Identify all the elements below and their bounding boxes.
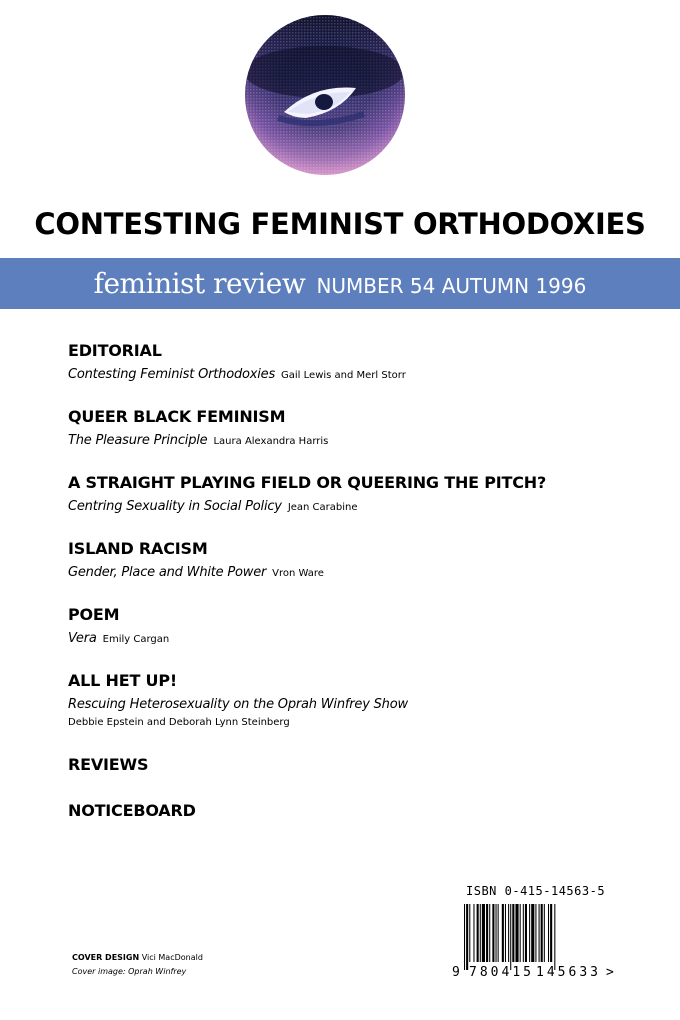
article-line <box>68 695 408 729</box>
designer-name: Vici MacDonald <box>141 953 203 962</box>
barcode-bar <box>539 904 540 962</box>
journal-name: feminist review <box>93 267 306 300</box>
section-heading: A STRAIGHT PLAYING FIELD OR QUEERING THE PITCH? <box>68 473 547 492</box>
article-title: The Pleasure Principle <box>68 433 208 448</box>
image-credit: Cover image: Oprah Winfrey <box>72 967 187 976</box>
section-heading: ISLAND RACISM <box>68 539 208 558</box>
barcode-bar <box>529 904 530 962</box>
toc-section <box>68 672 408 729</box>
toc-section <box>68 756 148 774</box>
article-line <box>68 365 406 384</box>
article-line <box>68 629 169 648</box>
barcode-bar <box>496 904 497 962</box>
barcode-bar <box>541 904 543 962</box>
barcode-bar <box>480 904 481 962</box>
isbn-number: ISBN 0-415-14563-5 <box>466 884 606 898</box>
barcode-bar <box>525 904 527 962</box>
barcode-bar <box>523 904 524 962</box>
article-title: Centring Sexuality in Social Policy <box>68 499 282 514</box>
toc-section <box>68 540 324 582</box>
cover-credits <box>72 951 203 979</box>
barcode-group-2: 145633 <box>536 965 598 980</box>
toc-section <box>68 408 328 450</box>
article-line <box>68 563 324 582</box>
barcode-bar <box>466 904 468 970</box>
barcode <box>452 900 620 980</box>
barcode-bar <box>464 904 465 970</box>
article-title: Rescuing Heterosexuality on the Oprah Winfrey Show <box>68 697 408 712</box>
barcode-bar <box>486 904 488 962</box>
barcode-bar <box>520 904 521 962</box>
barcode-bar <box>473 904 474 962</box>
cover-title: CONTESTING FEMINIST ORTHODOXIES <box>34 207 646 241</box>
barcode-bar <box>505 904 506 962</box>
barcode-bar <box>502 904 504 962</box>
article-author: Debbie Epstein and Deborah Lynn Steinberg <box>68 717 290 728</box>
barcode-bar <box>531 904 534 962</box>
section-heading: REVIEWS <box>68 755 149 774</box>
article-author: Laura Alexandra Harris <box>213 436 329 447</box>
cover-eye-emblem <box>244 14 406 176</box>
barcode-bar <box>477 904 479 962</box>
barcode-bar <box>515 904 518 962</box>
barcode-bar <box>554 904 555 970</box>
section-heading: ALL HET UP! <box>68 671 177 690</box>
barcode-bar <box>544 904 545 962</box>
article-author: Gail Lewis and Merl Storr <box>281 370 406 381</box>
barcode-bar <box>469 904 470 962</box>
article-author: Emily Cargan <box>102 634 170 645</box>
article-author: Jean Carabine <box>287 502 358 513</box>
section-heading: POEM <box>68 605 120 624</box>
article-line <box>68 431 328 450</box>
barcode-bar <box>489 904 490 962</box>
toc-section <box>68 802 196 820</box>
article-author: Vron Ware <box>272 568 324 579</box>
issue-info: NUMBER 54 AUTUMN 1996 <box>316 274 587 298</box>
toc-section <box>68 342 406 384</box>
article-title: Contesting Feminist Orthodoxies <box>68 367 276 382</box>
article-line <box>68 497 546 516</box>
barcode-bar <box>508 904 509 962</box>
section-heading: EDITORIAL <box>68 341 162 360</box>
barcode-group-1: 780415 <box>469 965 531 980</box>
barcode-bar <box>498 904 499 962</box>
article-title: Vera <box>68 631 97 646</box>
design-credit <box>72 951 203 965</box>
section-heading: NOTICEBOARD <box>68 801 196 820</box>
toc-section <box>68 606 169 648</box>
barcode-bar <box>482 904 485 962</box>
barcode-lead-digit: 9 <box>452 965 460 980</box>
design-label: COVER DESIGN <box>72 953 140 962</box>
barcode-bar <box>512 904 514 962</box>
section-heading: QUEER BLACK FEMINISM <box>68 407 286 426</box>
journal-band <box>0 258 680 309</box>
toc-section <box>68 474 546 516</box>
barcode-bars <box>464 904 555 970</box>
barcode-bar <box>535 904 536 962</box>
barcode-bar <box>550 904 552 962</box>
barcode-arrow: > <box>606 965 614 980</box>
barcode-bar <box>510 904 511 970</box>
barcode-bar <box>492 904 494 962</box>
article-title: Gender, Place and White Power <box>68 565 267 580</box>
barcode-bar <box>548 904 549 962</box>
